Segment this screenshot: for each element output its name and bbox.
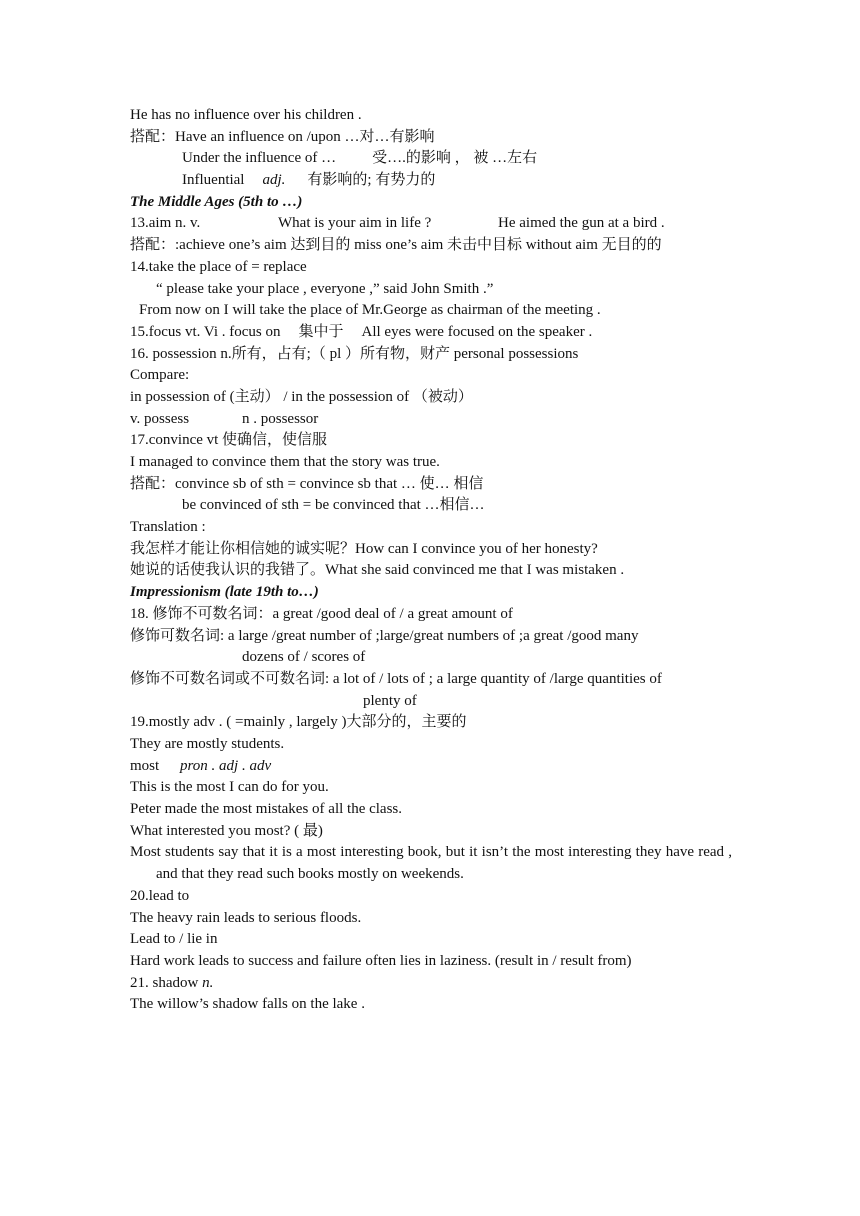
vocab-entry: 16. possession n.所有，占有;（ pl ）所有物，财产 personal possessions xyxy=(130,345,579,362)
section-heading: Impressionism (late 19th to…) xyxy=(130,584,319,601)
vocab-entry: 17.convince vt 使确信，使信服 xyxy=(130,432,328,449)
usage-line: 修饰不可数名词或不可数名词: a lot of / lots of ; a large quantity of /large quantities of xyxy=(130,670,662,687)
collocation-line: Influential adj. 有影响的; 有势力的 xyxy=(182,172,436,189)
example-sentence: They are mostly students. xyxy=(130,735,285,752)
example-sentence: The heavy rain leads to serious floods. xyxy=(130,909,362,926)
example-sentence: I managed to convince them that the story was true. xyxy=(130,454,440,471)
document-body xyxy=(130,105,732,1016)
vocab-entry: 14.take the place of = replace xyxy=(130,258,307,275)
example-sentence: Peter made the most mistakes of all the class. xyxy=(130,801,403,818)
word-forms: v. possess n . possessor xyxy=(130,410,319,427)
usage-line: plenty of xyxy=(363,692,417,709)
translation-label: Translation : xyxy=(130,519,206,536)
section-heading: The Middle Ages (5th to …) xyxy=(130,193,303,210)
collocation-line: 搭配：:achieve one’s aim 达到目的 miss one’s aim 未击中目标 without aim 无目的的 xyxy=(130,237,662,254)
example-sentence: The willow’s shadow falls on the lake . xyxy=(130,996,365,1013)
collocation-line: 搭配：Have an influence on /upon …对…有影响 xyxy=(130,128,435,145)
collocation-line: 搭配：convince sb of sth = convince sb that … 使… 相信 xyxy=(130,475,484,492)
translation-line: 我怎样才能让你相信她的诚实呢？How can I convince you of her honesty? xyxy=(130,540,598,557)
vocab-entry: 13.aim n. v. What is your aim in life ? He aimed the gun at a bird . xyxy=(130,215,665,232)
example-sentence: “ please take your place , everyone ,” said John Smith .” xyxy=(156,280,494,297)
collocation-line: Under the influence of … 受….的影响 ， 被 …左右 xyxy=(182,150,538,167)
usage-line: 修饰可数名词: a large /great number of ;large/great numbers of ;a great /good many xyxy=(130,627,639,644)
vocab-entry: 18. 修饰不可数名词：a great /good deal of / a great amount of xyxy=(130,605,513,622)
vocab-entry: 15.focus vt. Vi . focus on 集中于 All eyes were focused on the speaker . xyxy=(130,323,593,340)
compare-label: Compare: xyxy=(130,367,190,384)
vocab-entry: 19.mostly adv . ( =mainly , largely )大部分的，主要的 xyxy=(130,714,467,731)
example-sentence: Most students say that it is a most interesting book, but it isn’t the most interesting they have read , and that they read such books mostly on weekends. xyxy=(130,844,732,883)
example-sentence: From now on I will take the place of Mr.George as chairman of the meeting . xyxy=(139,302,601,319)
compare-line: in possession of (主动） / in the possession of （被动） xyxy=(130,388,473,405)
example-sentence: What interested you most? ( 最) xyxy=(130,822,323,839)
usage-line: dozens of / scores of xyxy=(242,649,366,666)
example-sentence: This is the most I can do for you. xyxy=(130,779,329,796)
vocab-entry: 20.lead to xyxy=(130,887,190,904)
vocab-entry: 21. shadow n. xyxy=(130,974,214,991)
translation-line: 她说的话使我认识的我错了。What she said convinced me that I was mistaken . xyxy=(130,562,625,579)
word-forms: most pron . adj . adv xyxy=(130,757,272,774)
sentence-line: He has no influence over his children . xyxy=(130,107,362,123)
collocation-line: be convinced of sth = be convinced that …相信… xyxy=(182,497,485,514)
compare-line: Lead to / lie in xyxy=(130,931,218,948)
example-sentence: Hard work leads to success and failure often lies in laziness. (result in / result from) xyxy=(130,952,632,969)
